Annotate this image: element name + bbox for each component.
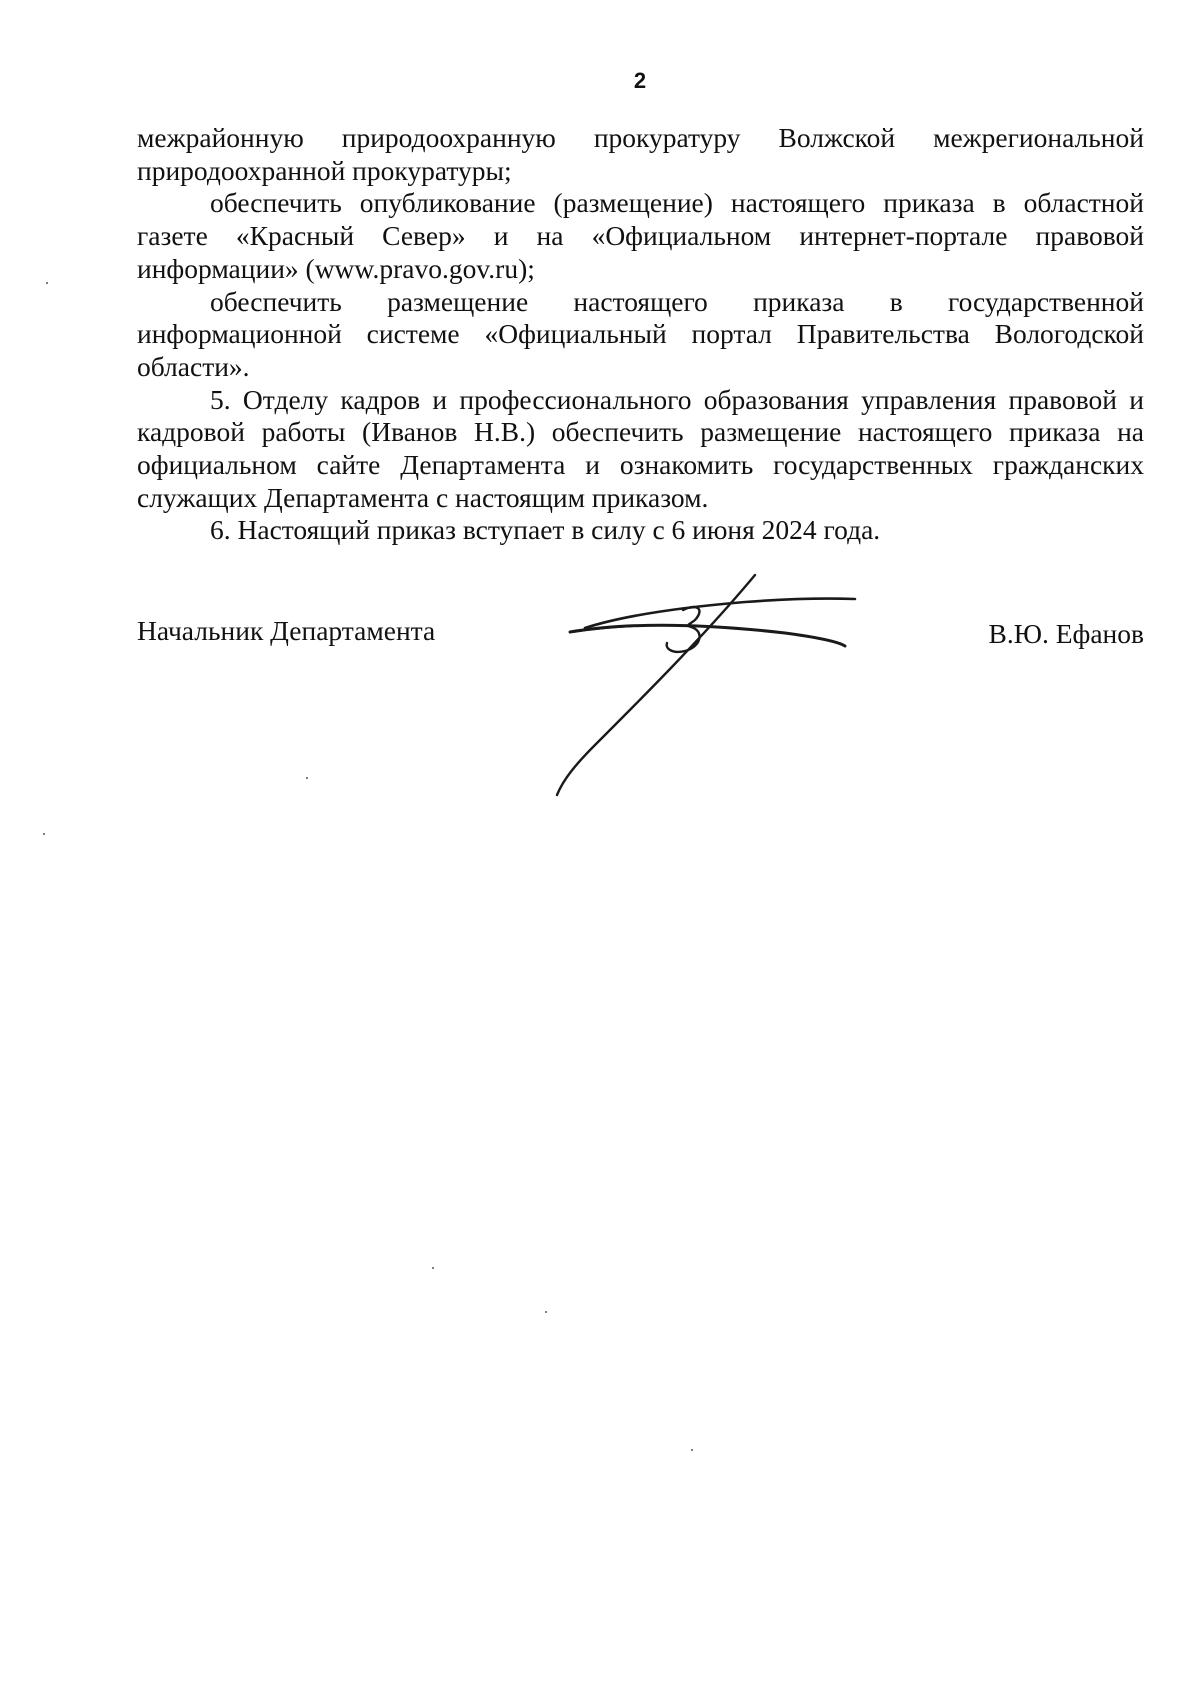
paragraph: 6. Настоящий приказ вступает в силу с 6 июня 2024 года. [210,514,881,546]
scan-speck [691,1449,693,1451]
paragraph: обеспечить размещение настоящего приказа в государственной информационной системе «Официальный портал Правительства Вологодской области». [137,285,1144,382]
paragraph: 5. Отделу кадров и профессионального образования управления правовой и кадровой работы (Иванов Н.В.) обеспечить размещение настоящего приказа на официальном сайте Департамента и ознакомить государственных гражданских служащих Департамента с настоящим приказом. [137,383,1144,513]
paragraph: межрайонную природоохранную прокуратуру Волжской межрегиональной природоохранной прокуратуры; [137,122,1144,186]
scan-speck [46,282,48,284]
scan-speck [306,777,308,779]
signatory-name: В.Ю. Ефанов [988,618,1144,649]
paragraph: обеспечить опубликование (размещение) настоящего приказа в областной газете «Красный Север» и на «Официальном интернет-портале правовой информации» (www.pravo.gov.ru); [137,187,1144,284]
scan-speck [43,833,45,835]
handwritten-signature [545,565,875,805]
scan-speck [432,1267,434,1269]
document-body [137,122,1144,547]
signatory-position: Начальник Департамента [137,615,436,646]
scan-speck [545,1311,547,1313]
page-number: 2 [633,68,647,93]
